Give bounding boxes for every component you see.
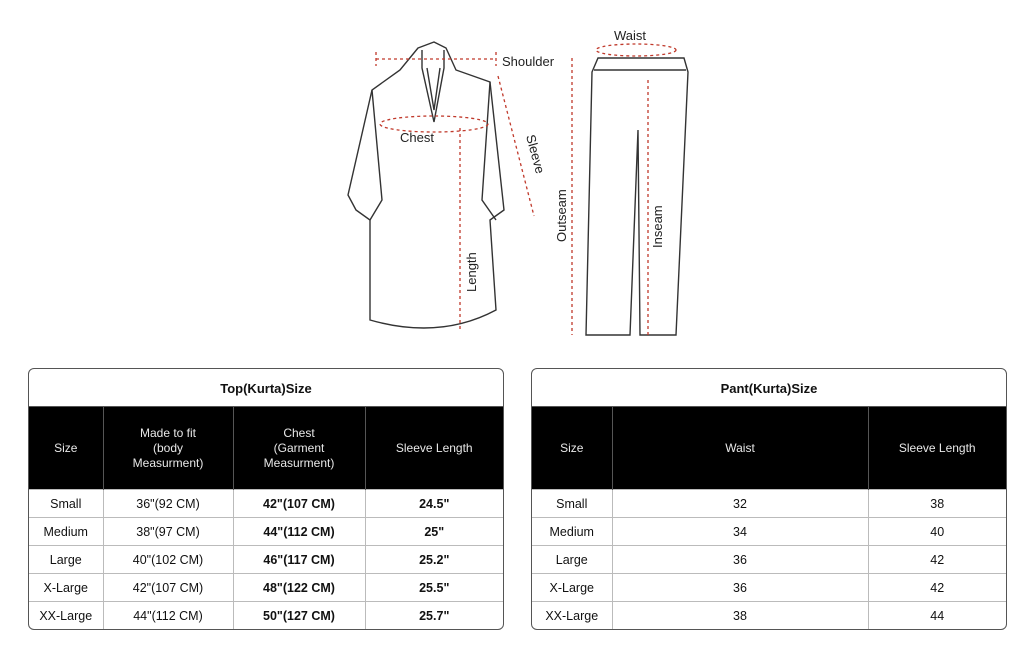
length-label: Length [464, 252, 479, 292]
table-row [532, 546, 1006, 574]
outseam-label: Outseam [554, 189, 569, 242]
size-cell: XX-Large [29, 602, 103, 630]
size-cell: Medium [532, 518, 612, 546]
body-cell: 36"(92 CM) [103, 490, 233, 518]
body-cell: 38"(97 CM) [103, 518, 233, 546]
kurta-illustration [348, 42, 504, 328]
top-header-made-to-fit: Made to fit (body Measurment) [103, 407, 233, 490]
top-header-chest: Chest (Garment Measurment) [233, 407, 365, 490]
pant-table-title: Pant(Kurta)Size [532, 369, 1006, 407]
measurement-diagram [330, 10, 710, 350]
pant-size-table [531, 368, 1007, 630]
waist-cell: 36 [612, 546, 868, 574]
top-size-table [28, 368, 504, 630]
pant-header-waist: Waist [612, 407, 868, 490]
sleeve-cell: 38 [868, 490, 1006, 518]
chest-cell: 46"(117 CM) [233, 546, 365, 574]
sleeve-cell: 24.5" [365, 490, 503, 518]
size-cell: Small [29, 490, 103, 518]
table-row [532, 490, 1006, 518]
sleeve-cell: 42 [868, 546, 1006, 574]
waist-cell: 38 [612, 602, 868, 630]
waist-cell: 32 [612, 490, 868, 518]
waist-cell: 36 [612, 574, 868, 602]
sleeve-cell: 42 [868, 574, 1006, 602]
chest-cell: 42"(107 CM) [233, 490, 365, 518]
top-header-size: Size [29, 407, 103, 490]
pant-header-sleeve-length: Sleeve Length [868, 407, 1006, 490]
table-row [532, 518, 1006, 546]
sleeve-cell: 40 [868, 518, 1006, 546]
table-row [532, 602, 1006, 630]
table-row [29, 518, 503, 546]
size-cell: X-Large [29, 574, 103, 602]
size-cell: X-Large [532, 574, 612, 602]
table-row [29, 546, 503, 574]
table-row [532, 574, 1006, 602]
chest-cell: 48"(122 CM) [233, 574, 365, 602]
sleeve-cell: 25.7" [365, 602, 503, 630]
size-cell: Small [532, 490, 612, 518]
body-cell: 44"(112 CM) [103, 602, 233, 630]
inseam-label: Inseam [650, 205, 665, 248]
pant-header-size: Size [532, 407, 612, 490]
shoulder-label: Shoulder [502, 54, 555, 69]
waist-label: Waist [614, 28, 647, 43]
pant-illustration [586, 58, 688, 335]
table-row [29, 490, 503, 518]
sleeve-cell: 25.2" [365, 546, 503, 574]
top-table-title: Top(Kurta)Size [29, 369, 503, 407]
sleeve-cell: 25" [365, 518, 503, 546]
sleeve-cell: 44 [868, 602, 1006, 630]
table-row [29, 574, 503, 602]
top-header-sleeve-length: Sleeve Length [365, 407, 503, 490]
size-cell: XX-Large [532, 602, 612, 630]
body-cell: 40"(102 CM) [103, 546, 233, 574]
body-cell: 42"(107 CM) [103, 574, 233, 602]
sleeve-label: Sleeve [523, 132, 548, 176]
chest-cell: 44"(112 CM) [233, 518, 365, 546]
sleeve-cell: 25.5" [365, 574, 503, 602]
chest-cell: 50"(127 CM) [233, 602, 365, 630]
size-cell: Medium [29, 518, 103, 546]
size-cell: Large [532, 546, 612, 574]
chest-label: Chest [400, 130, 434, 145]
size-cell: Large [29, 546, 103, 574]
table-row [29, 602, 503, 630]
waist-cell: 34 [612, 518, 868, 546]
